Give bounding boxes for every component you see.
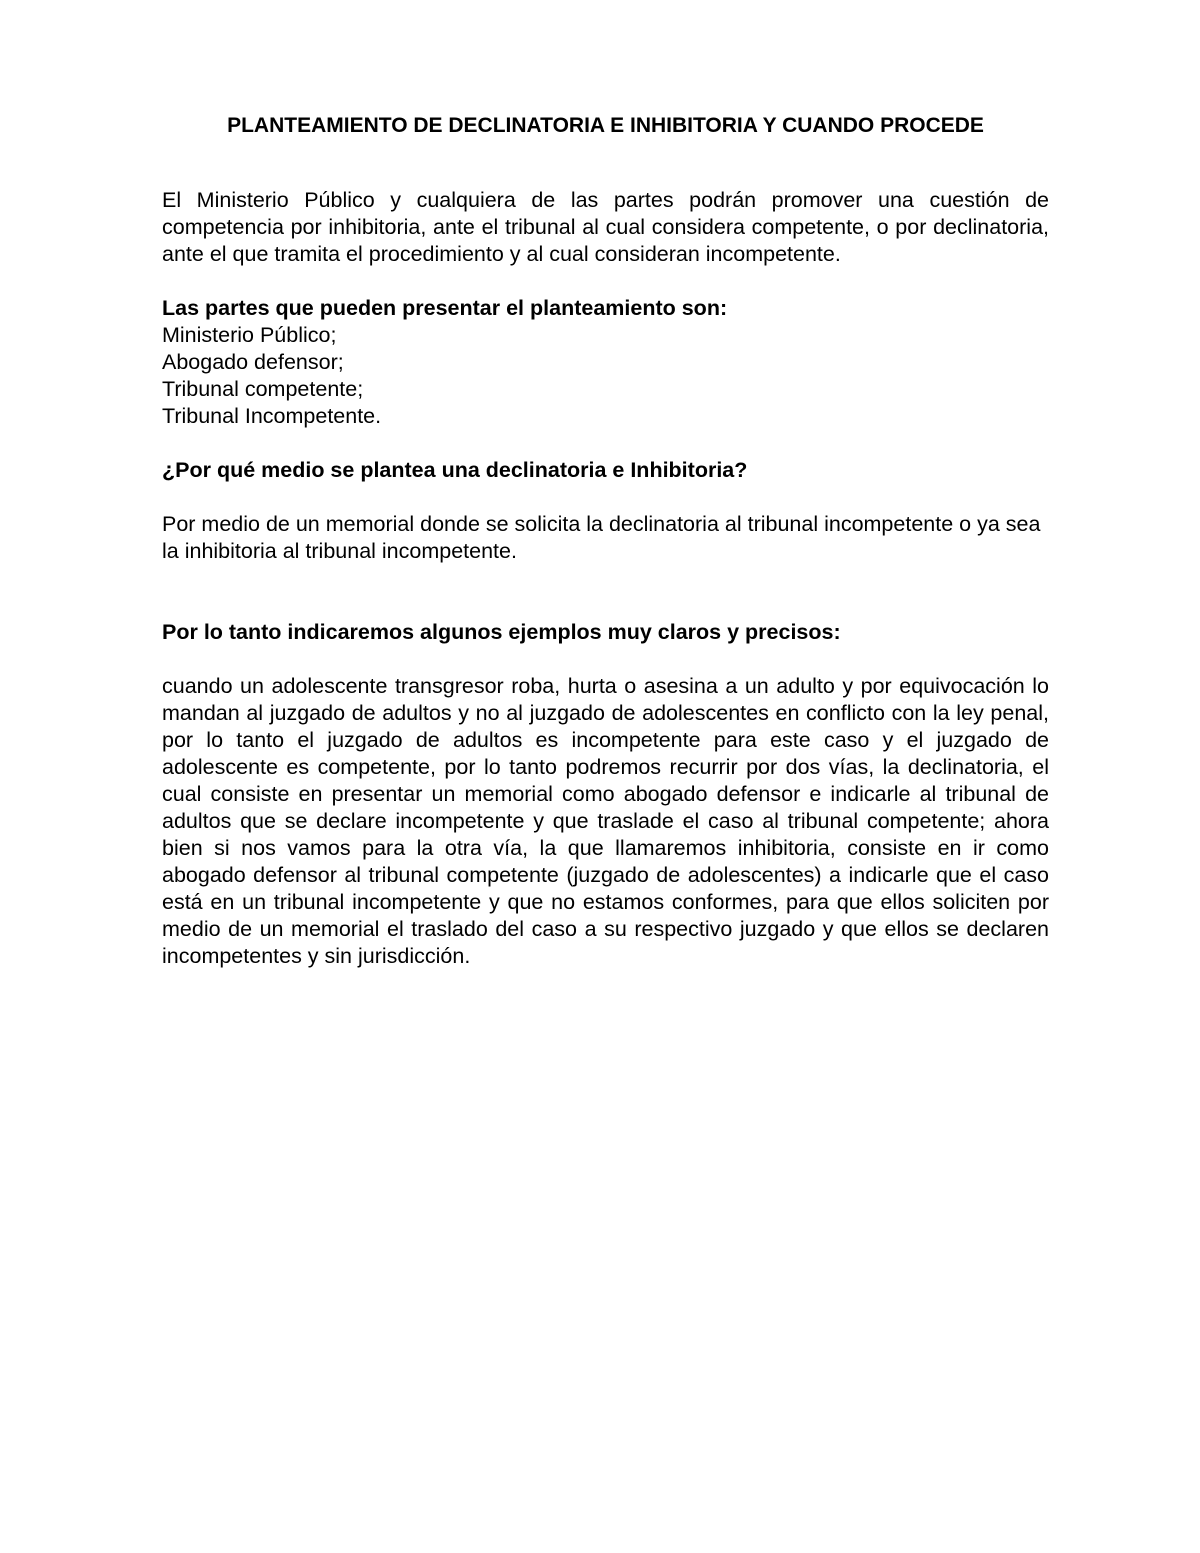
parties-heading: Las partes que pueden presentar el planteamiento son: <box>162 296 728 320</box>
list-item: Ministerio Público; <box>162 323 337 347</box>
spacer <box>162 646 1049 673</box>
answer-paragraph: Por medio de un memorial donde se solicita la declinatoria al tribunal incompetente o ya sea la inhibitoria al tribunal incompetente. <box>162 512 1041 563</box>
spacer <box>162 484 1049 511</box>
list-item: Tribunal Incompetente. <box>162 404 382 428</box>
document-title: PLANTEAMIENTO DE DECLINATORIA E INHIBITORIA Y CUANDO PROCEDE <box>227 114 984 137</box>
spacer <box>162 430 1049 457</box>
spacer <box>162 268 1049 295</box>
document-page <box>162 108 1049 970</box>
spacer <box>162 565 1049 619</box>
list-item: Abogado defensor; <box>162 350 344 374</box>
question-heading: ¿Por qué medio se plantea una declinatoria e Inhibitoria? <box>162 458 748 482</box>
list-item: Tribunal competente; <box>162 377 364 401</box>
parties-list <box>162 322 1049 430</box>
example-paragraph: cuando un adolescente transgresor roba, hurta o asesina a un adulto y por equivocación lo mandan al juzgado de adultos y no al juzgado de adolescentes en conflicto con la ley penal, por lo tanto el juzgado de adultos es incompetente para este caso y el juzgado de adolescente es competente, por lo tanto podremos recurrir por dos vías, la declinatoria, el cual consiste en presentar un memorial como abogado defensor e indicarle al tribunal de adultos que se declare incompetente y que traslade el caso al tribunal competente; ahora bien si nos vamos para la otra vía, la que llamaremos inhibitoria, consiste en ir como abogado defensor al tribunal competente (juzgado de adolescentes) a indicarle que el caso está en un tribunal incompetente y que no estamos conformes, para que ellos soliciten por medio de un memorial el traslado del caso a su respectivo juzgado y que ellos se declaren incompetentes y sin jurisdicción. <box>162 674 1049 968</box>
examples-heading: Por lo tanto indicaremos algunos ejemplos muy claros y precisos: <box>162 620 841 644</box>
intro-paragraph: El Ministerio Público y cualquiera de las partes podrán promover una cuestión de competencia por inhibitoria, ante el tribunal al cual considera competente, o por declinatoria, ante el que tramita el procedimiento y al cual consideran incompetente. <box>162 188 1049 266</box>
